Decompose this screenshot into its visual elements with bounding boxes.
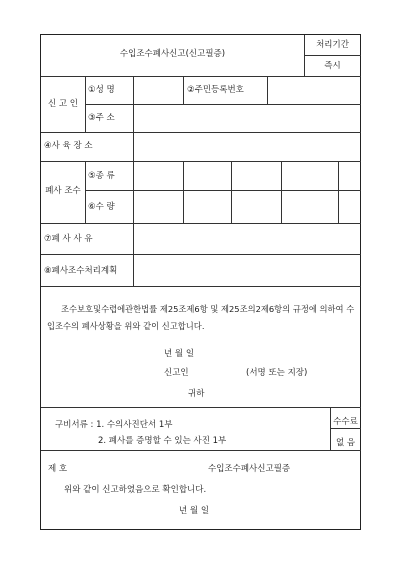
divider: [304, 55, 361, 56]
disposal-plan-label: ⑧폐사조수처리계획: [44, 266, 118, 276]
confirmation-text: 위와 같이 신고하였음으로 확인합니다.: [64, 485, 207, 495]
divider: [41, 132, 361, 133]
divider: [330, 428, 361, 429]
divider: [133, 76, 134, 286]
form-title: 수입조수폐사신고(신고필증): [119, 49, 226, 59]
resident-id-label: ②주민등록번호: [187, 85, 244, 95]
species-label: ⑤종 류: [88, 171, 115, 181]
divider: [338, 161, 339, 223]
processing-period-label: 처리기간: [316, 40, 349, 50]
address-label: ③주 소: [88, 113, 115, 123]
recipient-honorific: 귀하: [188, 389, 205, 399]
certificate-title: 수입조수폐사신고필증: [208, 464, 291, 474]
divider: [85, 190, 361, 191]
certificate-number: 제 호: [48, 464, 68, 474]
fee-value: 없 음: [335, 438, 356, 448]
death-reason-label: ⑦폐 사 사 유: [44, 234, 93, 244]
divider: [85, 104, 361, 105]
required-document-2: 2. 폐사를 증명할 수 있는 사진 1부: [98, 436, 227, 446]
divider: [41, 161, 361, 162]
divider: [281, 161, 282, 223]
certificate-date: 년 월 일: [179, 506, 210, 516]
divider: [183, 76, 184, 104]
declaration-date: 년 월 일: [164, 349, 195, 359]
processing-period-value: 즉시: [324, 61, 341, 71]
reporter-label: 신 고 인: [47, 99, 79, 109]
divider: [41, 76, 361, 77]
divider: [85, 76, 86, 132]
signature-note: (서명 또는 지장): [246, 368, 308, 378]
quantity-label: ⑥수 량: [88, 202, 115, 212]
report-form: [40, 34, 361, 530]
divider: [231, 161, 232, 223]
name-label: ①성 명: [88, 85, 115, 95]
fee-label: 수수료: [333, 417, 358, 427]
divider: [183, 161, 184, 223]
reporter-signature-line: 신고인: [164, 368, 189, 378]
required-documents: 구비서류 : 1. 수의사진단서 1부: [55, 420, 173, 430]
divider: [267, 76, 268, 104]
divider: [41, 223, 361, 224]
divider: [41, 407, 361, 408]
breeding-place-label: ④사 육 장 소: [44, 141, 93, 151]
divider: [41, 450, 361, 451]
dead-animals-label: 폐사 조수: [45, 186, 81, 196]
divider: [41, 254, 361, 255]
divider: [85, 161, 86, 223]
declaration-text: 조수보호및수렵에관한법률 제25조제6항 및 제25조의2제6항의 규정에 의하여 수입조수의 폐사상황을 위와 같이 신고합니다.: [47, 304, 355, 331]
divider: [41, 286, 361, 287]
